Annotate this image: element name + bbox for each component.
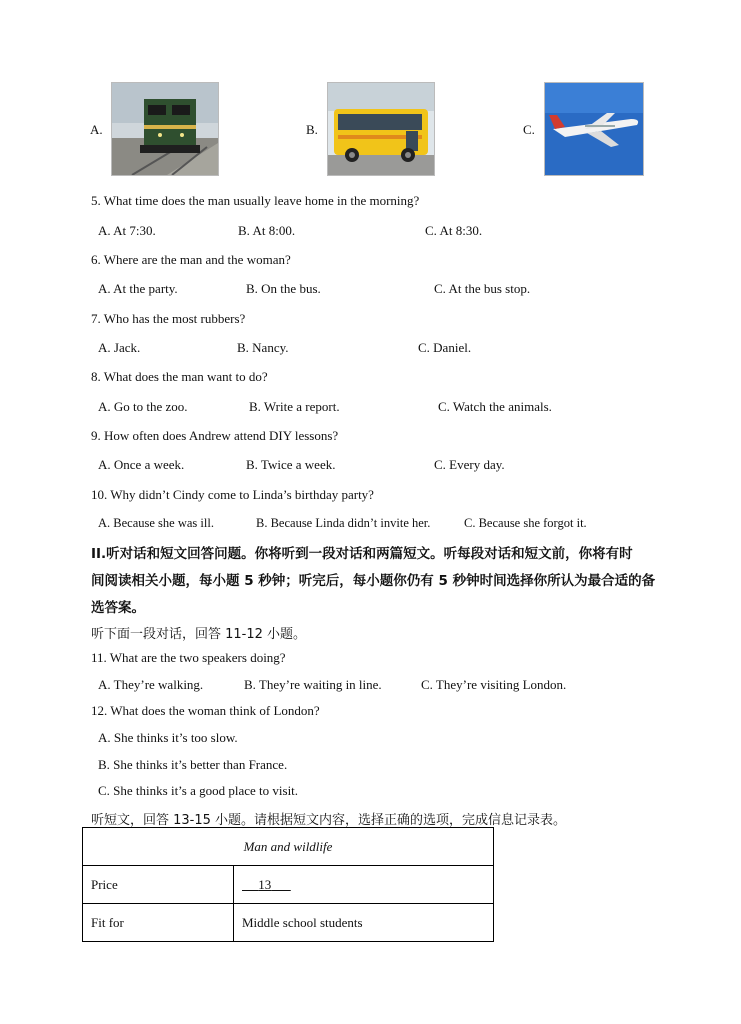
q12-option-a[interactable]: A. She thinks it’s too slow. xyxy=(98,730,238,745)
section2-heading-line1: II.听对话和短文回答问题。你将听到一段对话和两篇短文。听每段对话和短文前，你将有时 xyxy=(91,546,633,562)
dialog-intro: 听下面一段对话，回答 11-12 小题。 xyxy=(91,627,307,642)
q11-option-a[interactable]: A. They’re walking. xyxy=(98,677,204,692)
question-11: 11. What are the two speakers doing? xyxy=(91,650,286,665)
q9-option-c[interactable]: C. Every day. xyxy=(434,457,505,472)
q8-option-a[interactable]: A. Go to the zoo. xyxy=(98,399,188,414)
question-6: 6. Where are the man and the woman? xyxy=(91,252,291,267)
q10-option-b[interactable]: B. Because Linda didn’t invite her. xyxy=(256,516,431,530)
q11-option-b[interactable]: B. They’re waiting in line. xyxy=(244,677,382,692)
airplane-icon xyxy=(545,83,643,175)
q9-option-b[interactable]: B. Twice a week. xyxy=(246,457,336,472)
train-icon xyxy=(112,83,218,175)
question-9: 9. How often does Andrew attend DIY lessons? xyxy=(91,428,339,443)
bus-image xyxy=(327,82,435,176)
table-title: Man and wildlife xyxy=(83,828,494,866)
q7-option-c[interactable]: C. Daniel. xyxy=(418,340,472,355)
info-record-table xyxy=(82,827,494,942)
bus-icon xyxy=(328,83,434,175)
q9-option-a[interactable]: A. Once a week. xyxy=(98,457,185,472)
q12-option-b[interactable]: B. She thinks it’s better than France. xyxy=(98,757,288,772)
q8-option-c[interactable]: C. Watch the animals. xyxy=(438,399,552,414)
q10-option-c[interactable]: C. Because she forgot it. xyxy=(464,516,587,530)
q8-option-b[interactable]: B. Write a report. xyxy=(249,399,340,414)
q5-option-b[interactable]: B. At 8:00. xyxy=(238,223,296,238)
q5-option-a[interactable]: A. At 7:30. xyxy=(98,223,156,238)
q10-option-a[interactable]: A. Because she was ill. xyxy=(98,516,214,530)
q6-option-c[interactable]: C. At the bus stop. xyxy=(434,281,531,296)
q7-option-a[interactable]: A. Jack. xyxy=(98,340,141,355)
price-answer: 13 xyxy=(258,876,272,892)
table-row xyxy=(83,866,494,904)
table-row xyxy=(83,904,494,942)
q12-option-c[interactable]: C. She thinks it’s a good place to visit. xyxy=(98,783,299,798)
question-8: 8. What does the man want to do? xyxy=(91,369,268,384)
q5-option-c[interactable]: C. At 8:30. xyxy=(425,223,483,238)
q7-option-b[interactable]: B. Nancy. xyxy=(237,340,289,355)
option-a-label: A. xyxy=(90,122,103,137)
table-cell-value[interactable] xyxy=(234,866,494,904)
section2-heading-line2: 间阅读相关小题，每小题 5 秒钟；听完后，每小题你仍有 5 秒钟时间选择你所认为最合适的备 xyxy=(91,573,656,589)
question-12: 12. What does the woman think of London? xyxy=(91,703,320,718)
question-7: 7. Who has the most rubbers? xyxy=(91,311,246,326)
option-c-label: C. xyxy=(523,122,535,137)
table-cell-value: Middle school students xyxy=(234,904,494,942)
q11-option-c[interactable]: C. They’re visiting London. xyxy=(421,677,567,692)
table-cell-label: Price xyxy=(83,866,234,904)
option-b-label: B. xyxy=(306,122,318,137)
passage-intro: 听短文，回答 13-15 小题。请根据短文内容，选择正确的选项，完成信息记录表。 xyxy=(91,813,567,828)
section2-heading-line3: 选答案。 xyxy=(91,600,145,616)
train-image xyxy=(111,82,219,176)
table-cell-label: Fit for xyxy=(83,904,234,942)
question-10: 10. Why didn’t Cindy come to Linda’s birthday party? xyxy=(91,487,374,502)
question-5: 5. What time does the man usually leave home in the morning? xyxy=(91,193,420,208)
plane-image xyxy=(544,82,644,176)
q6-option-a[interactable]: A. At the party. xyxy=(98,281,178,296)
q6-option-b[interactable]: B. On the bus. xyxy=(246,281,321,296)
